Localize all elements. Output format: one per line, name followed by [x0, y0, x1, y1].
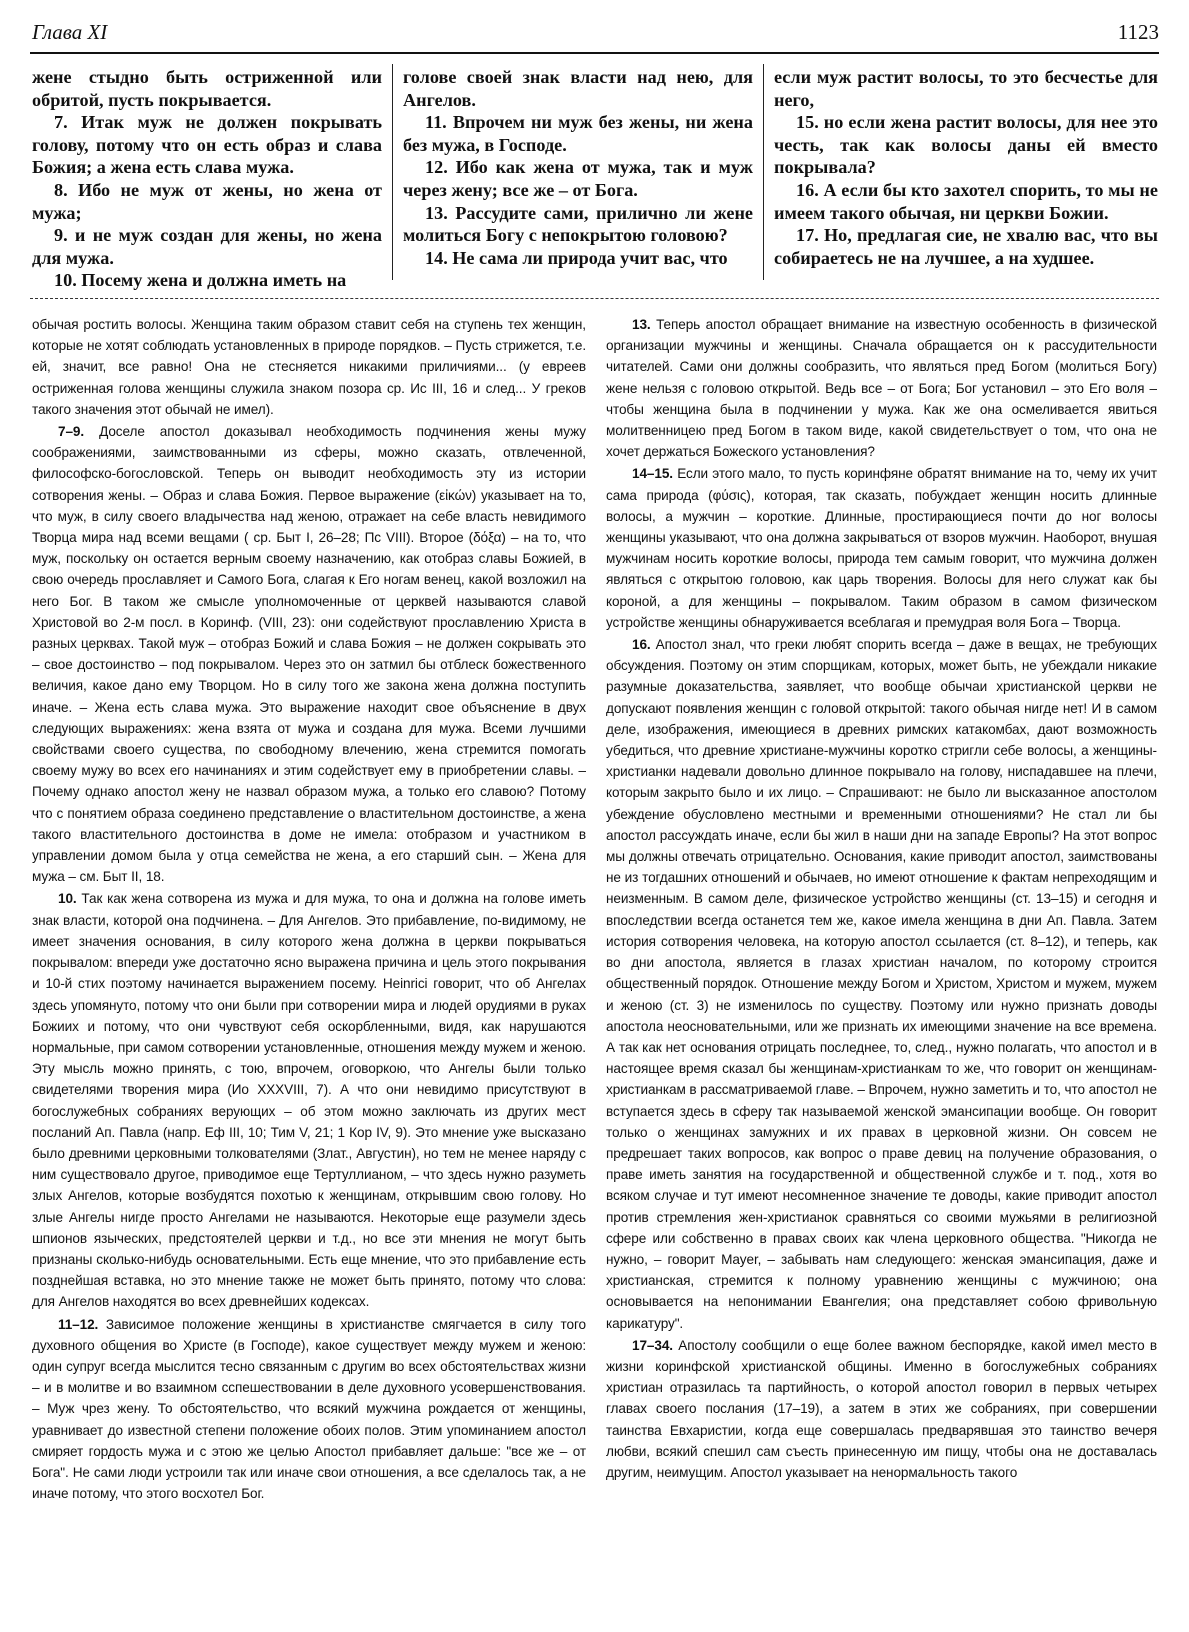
commentary-column-2 — [606, 314, 1157, 1614]
chapter-heading: Глава XI — [32, 20, 108, 44]
paragraph — [32, 66, 382, 111]
verse-number: 16. — [632, 637, 651, 653]
paragraph-text: 8. Ибо не муж от жены, но жена от мужа; — [32, 179, 382, 223]
paragraph-text: если муж растит волосы, то это бесчестье для него, — [774, 67, 1158, 110]
verse-number: 14–15. — [632, 466, 673, 482]
paragraph — [774, 224, 1158, 269]
commentary-column-1 — [32, 314, 586, 1614]
paragraph-text: 16. А если бы кто захотел спорить, то мы не имеем такого обычая, ни церкви Божии. — [774, 179, 1158, 223]
paragraph-text: Теперь апостол обращает внимание на известную особенность в физической организации мужчины и женщины. Сначала обращается он к рассудительности читателей. Сами они должны сообразить, что являться пред Богом (молиться Богу) жене нельзя с головою открытой. Ведь все – от Бога; Бог установил – это Его воля – чтобы женщина была в подчинении у мужа. Как же она осмеливается явиться молитвенницею пред Богом в таком виде, какой свидетельствует о том, что она не хочет держаться Божеского установления? — [606, 317, 1157, 460]
paragraph-text: Если этого мало, то пусть коринфяне обратят внимание на то, чему их учит сама природа (φύσις), которая, так сказать, побуждает женщин носить длинные волосы, а мужчин – короткие. Длинные, простирающиеся почти до ног волосы женщины указывают, что она должна закрываться от взоров мужчин. Наоборот, внушая мужчинам носить короткие волосы, природа тем самым говорит, что мужчина должен являться с открытою головою, как царь творения. Волосы для него служат как бы короной, а для женщины – покрывалом. Таким образом в самом физическом устройстве женщины обнаруживается всеблагая и премудрая воля Бога – Творца. — [606, 466, 1157, 630]
scripture-column-2 — [403, 66, 753, 290]
paragraph-text: 17. Но, предлагая сие, не хвалю вас, что вы собираетесь не на лучшее, а на худшее. — [774, 225, 1158, 268]
paragraph-text: 12. Ибо как жена от мужа, так и муж через жену; все же – от Бога. — [403, 157, 753, 200]
paragraph — [403, 156, 753, 201]
paragraph — [32, 888, 586, 1312]
paragraph — [32, 224, 382, 269]
paragraph — [774, 179, 1158, 224]
paragraph — [403, 111, 753, 156]
verse-number: 17–34. — [632, 1337, 673, 1353]
paragraph-text: Так как жена сотворена из мужа и для мужа, то она и должна на голове иметь знак власти, которой она подчинена. – Для Ангелов. Это прибавление, по-видимому, не имеет значения основания, в силу которого жена должна в церкви покрываться покрывалом: впереди уже достаточно ясно выражена причина и цель этого покрывания и 10-й стих поэтому начинается выражением посему. Heinrici говорит, что об Ангелах здесь упомянуто, потому что они были при сотворении мира и людей орудиями в руках Божиих и потому, что они чувствуют себя оскорбленными, видя, как нарушаются нормальные, при самом сотворении установленные, отношения между мужем и женою. Эту мысль можно принять, с тою, впрочем, оговоркою, что Ангелы были только свидетелями творения мира (Ио XXXVIII, 7). А что они невидимо присутствуют в богослужебных собраниях верующих – об этом можно заключать из других мест посланий Ап. Павла (напр. Еф III, 10; Тим V, 21; 1 Кор IV, 9). Это мнение уже высказано было древними церковными толкователями (Злат., Августин), но тем не менее наряду с ним существовало другое, приводимое еще Тертуллианом, – что здесь нужно разуметь злых Ангелов, которые возбудятся похотью к женщинам, открывшим свою голову. Но злые Ангелы нигде просто Ангелами не называются. Некоторые еще разумели здесь шпионов языческих, предстоятелей церкви и т.д., но все эти мнения не могут быть признаны сколько-нибудь основательными. Есть еще мнение, что это прибавление есть позднейшая вставка, но это мнение также не может быть принято, потому что слова: для Ангелов находятся во всех древнейших кодексах. — [32, 891, 586, 1310]
paragraph — [403, 247, 753, 270]
paragraph-text: обычая ростить волосы. Женщина таким образом ставит себя на ступень тех женщин, которые не хотят соблюдать установленных в природе порядков. – Пусть стрижется, т.е. ей, значит, все равно! Она не стесняется никакими приличиями... (у евреев остриженная голова женщины служила знаком позора ср. Ис III, 16 и след... У греков такого значения этот обычай не имел). — [32, 317, 586, 417]
paragraph-text: 11. Впрочем ни муж без жены, ни жена без мужа, в Господе. — [403, 112, 753, 155]
paragraph — [774, 111, 1158, 179]
paragraph — [606, 314, 1157, 462]
paragraph — [32, 421, 586, 887]
paragraph — [606, 634, 1157, 1334]
column-separator — [763, 64, 764, 280]
scripture-column-1 — [32, 66, 382, 290]
verse-number: 7–9. — [58, 424, 85, 440]
column-separator — [392, 64, 393, 280]
paragraph-text: Апостолу сообщили о еще более важном беспорядке, какой имел место в жизни коринфской христианской общины. Именно в богослужебных собраниях христиан отразилась та партийность, о которой апостол говорил в первых четырех главах своего послания (17–19), а затем в этих же собраниях, при совершении таинства Евхаристии, когда еще совершалась предварявшая это таинство вечеря любви, всякий спешил сам съесть принесенную им пищу, чтобы она не доставалась другим, неимущим. Апостол указывает на ненормальность такого — [606, 1337, 1157, 1480]
verse-number: 13. — [632, 317, 651, 332]
paragraph-text: Доселе апостол доказывал необходимость подчинения жены мужу соображениями, заимствованными из сферы, можно сказать, отвлеченной, философско-богословской. Теперь он выводит необходимость эту из истории сотворения жены. – Образ и слава Божия. Первое выражение (εἰκών) указывает на то, что муж, в силу своего владычества над женою, отражает на себе власть невидимого Творца мира над всеми вещами ( ср. Быт I, 26–28; Пс VIII). Второе (δόξα) – на то, что муж, поскольку он остается верным своему назначению, как отобраз славы Божией, в свою очередь прославляет и Самого Бога, слагая к Его ногам венец, какой возложил на него Бог. В таком же смысле уполномоченные от церквей называются славой Христовой во 2-м посл. в Коринф. (VIII, 23): они содействуют прославлению Христа в разных церквах. Такой муж – отобраз Божий и слава Божия – не должен сокрывать это – свое достоинство – под покрывалом. Через это он затмил бы отблеск божественного величия, какое дано ему Творцом. Но в силу того же закона жена должна поступить иначе. – Жена есть слава мужа. Это выражение находит свое объяснение в двух следующих выражениях: жена взята от мужа и создана для мужа. Всеми лучшими свойствами своего существа, по свободному влечению, жена стремится помогать своему мужу во всех его начинаниях и этим содействует ему в приобретении славы. – Почему однако апостол жену не назвал образом мужа, а только его славою? Потому что с понятием образа соединено представление о властительном достоинстве, а жена такого властительного достоинства в доме не имела: отобразом и участником в управлении домом была у отца семейства не жена, а его старший сын. – Жена для мужа – см. Быт II, 18. — [32, 424, 586, 885]
paragraph-text: 14. Не сама ли природа учит вас, что — [425, 247, 728, 268]
scripture-column-3 — [774, 66, 1158, 290]
page-number: 1123 — [1117, 20, 1159, 44]
paragraph — [403, 202, 753, 247]
paragraph-text: голове своей знак власти над нею, для Ангелов. — [403, 67, 753, 110]
paragraph-text: 7. Итак муж не должен покрывать голову, потому что он есть образ и слава Божия; а жена есть слава мужа. — [32, 112, 382, 178]
paragraph — [32, 269, 382, 290]
paragraph — [32, 179, 382, 224]
verse-number: 10. — [58, 891, 77, 907]
paragraph-text: 13. Рассудите сами, прилично ли жене молиться Богу с непокрытою головою? — [403, 202, 753, 246]
paragraph-text: 10. Посему жена и должна иметь на — [54, 270, 347, 290]
paragraph-text: Апостол знал, что греки любят спорить всегда – даже в вещах, не требующих обсуждения. Поэтому он этим спорщикам, которых, может быть, не убеждали никакие разумные доказательства, заявляет, что вообще обычаи христианской церкви не допускают появления женщин с головой открытой: такого обычая нигде нет! И в самом деле, изображения, имеющиеся в древних римских катакомбах, дают возможность убедиться, что древние христиане-мужчины коротко стригли себе волосы, а женщины-христианки надевали довольно длинное покрывало на голову, ниспадавшее на плечи, которым закрыто было и их лицо. – Спрашивают: не было ли высказанное апостолом убеждение обусловлено местными и временными отношениями? Не стал ли бы апостол рассуждать иначе, если бы жил в наши дни на западе Европы? На этот вопрос мы должны отвечать отрицательно. Основания, какие приводит апостол, заимствованы не из тогдашних отношений и обычаев, но имеют отношение к фактам непреходящим и неизменным. В самом деле, физическое устройство женщины (ст. 13–15) и сегодня и впоследствии всегда останется тем же, какое имела женщина в дни Ап. Павла. Затем история сотворения человека, на которую апостол ссылается (ст. 8–12), и теперь, как во дни апостола, является в глазах христиан началом, по которому строится общественный порядок. Отношение между Богом и Христом, Христом и мужем, мужем и женою (ст. 3) не изменилось по существу. Поэтому или нужно признать доводы апостола неосновательными, или же признать их имеющими значение на все времена. А так как нет основания отрицать последнее, то, след., нужно полагать, что апостол и в настоящее время сказал бы женщинам-христианкам то же, что говорит он женщинам-христианкам в рассматриваемой главе. – Впрочем, нужно заметить и то, что апостол не вступается здесь в сферу так называемой женской эмансипации вообще. Он говорит только о женщинах замужних и их правах в церковной жизни. Он совсем не предрешает таких вопросов, как вопрос о праве девиц на получение образования, о праве иметь занятия на государственной и общественной службе и т. под., хотя во всяком случае и тут имеют несомненное значение те доводы, какие приводит апостол против стремления жен-христианок сравняться со своими мужьями в религиозной сфере или собственно в правах своих как члена церковного общества. "Никогда не нужно, – говорит Mayer, – забывать нам следующего: женская эмансипация, даже и христианская, стремится к полному уравнению женщины с мужчиною; она основывается на непонимании Евангелия; она представляет собою фривольную карикатуру". — [606, 637, 1157, 1331]
paragraph-text: Зависимое положение женщины в христианстве смягчается в силу того духовного общения во Христе (в Господе), какое существует между мужем и женою: один супруг всегда мыслится тесно связанным с другим во всех обстоятельствах жизни – и в молитве и во взаимном сспешествовании в деле духовного усовершенствования. – Муж чрез жену. То обстоятельство, что всякий мужчина рождается от женщины, уравнивает до известной степени положение обоих полов. Этим упоминанием апостол смиряет гордость мужа и с этою же целью Апостол прибавляет дальше: "все же – от Бога". Не сами люди устроили так или иначе свои отношения, а все сделалось так, а не иначе потому, что этого восхотел Бог. — [32, 1316, 586, 1502]
paragraph-text: 15. но если жена растит волосы, для нее это честь, так как волосы даны ей вместо покрывала? — [774, 112, 1158, 178]
paragraph — [32, 1314, 586, 1505]
paragraph — [774, 66, 1158, 111]
paragraph — [606, 1335, 1157, 1483]
paragraph-text: 9. и не муж создан для жены, но жена для мужа. — [32, 225, 382, 268]
verse-number: 11–12. — [58, 1316, 99, 1332]
paragraph-text: жене стыдно быть остриженной или обритой, пусть покрывается. — [32, 67, 382, 110]
header-rule — [30, 52, 1159, 54]
paragraph — [32, 314, 586, 420]
paragraph — [32, 111, 382, 179]
paragraph — [606, 463, 1157, 633]
section-divider — [30, 298, 1159, 299]
paragraph — [403, 66, 753, 111]
